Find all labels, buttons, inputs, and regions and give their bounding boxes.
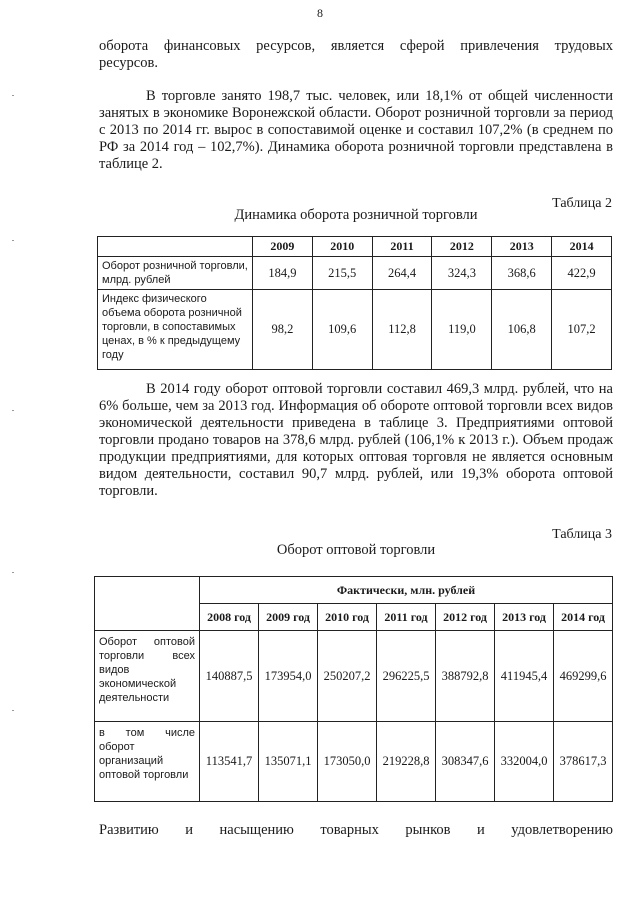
year-header: 2010 [312,237,372,257]
retail-turnover-table [97,236,612,370]
row-label: в том числе оборот организаций оптовой торговли [95,722,200,802]
year-header: 2009 [253,237,313,257]
table-cell: 411945,4 [495,631,554,722]
year-header: 2012 [432,237,492,257]
year-header: 2013 [492,237,552,257]
word: Развитию [99,822,159,838]
table-cell: 119,0 [432,290,492,370]
page-number: 8 [317,6,323,20]
year-header: 2008 год [200,604,259,631]
table-row [95,631,613,722]
scan-artifact [12,710,14,711]
year-header: 2009 год [259,604,318,631]
table-cell: 324,3 [432,257,492,290]
paragraph-continuation [99,38,613,72]
year-header: 2011 год [377,604,436,631]
table-cell: 106,8 [492,290,552,370]
word: удовлетворению [511,822,613,838]
scan-artifact [12,240,14,241]
table-cell: 219228,8 [377,722,436,802]
table3-title: Оборот оптовой торговли [276,542,436,558]
table2-title: Динамика оборота розничной торговли [234,207,478,223]
table-row [95,722,613,802]
row-label: Оборот оптовой торговли всех видов экономической деятельности [95,631,200,722]
scan-artifact [12,95,14,96]
year-header: 2013 год [495,604,554,631]
scan-artifact [12,572,14,573]
word: и [185,822,194,838]
scan-artifact [12,410,14,411]
table3-corner-cell [95,577,200,631]
table-cell: 422,9 [552,257,612,290]
table-cell: 469299,6 [554,631,613,722]
table3-label: Таблица 3 [552,527,612,542]
year-header: 2012 год [436,604,495,631]
row-label: Индекс физического объема оборота розничной торговли, в сопоставимых ценах, в % к предыдущему году [98,290,253,370]
word: насыщению [219,822,294,838]
table-cell: 98,2 [253,290,313,370]
group-header: Фактически, млн. рублей [200,577,613,604]
word: и [477,822,485,838]
table2-corner-cell [98,237,253,257]
paragraph-line: оборота финансовых ресурсов, является сферой привлечения трудовых [99,38,613,54]
table-cell: 173954,0 [259,631,318,722]
table-cell: 109,6 [312,290,372,370]
table-row [98,257,612,290]
table2-label: Таблица 2 [552,196,612,211]
word: товарных [320,822,379,838]
word: рынков [405,822,451,838]
table-cell: 107,2 [552,290,612,370]
table-cell: 332004,0 [495,722,554,802]
year-header: 2014 год [554,604,613,631]
table-cell: 173050,0 [318,722,377,802]
paragraph-wholesale: В 2014 году оборот оптовой торговли составил 469,3 млрд. рублей, что на 6% больше, чем за 2013 год. Информация об обороте оптовой торговли всех видов экономической деятельности приведена в таблице 3. Предприятиями оптовой торговли продано товаров на 378,6 млрд. рублей (106,1% к 2013 г.). Объем продаж продукции предприятиями, для которых оптовая торговля не является основным видом деятельности, составил 90,7 млрд. рублей, или 19,3% оборота оптовой торговли. [99,381,613,499]
table-cell: 113541,7 [200,722,259,802]
table-cell: 250207,2 [318,631,377,722]
table-cell: 368,6 [492,257,552,290]
table-cell: 140887,5 [200,631,259,722]
table-cell: 135071,1 [259,722,318,802]
table-cell: 378617,3 [554,722,613,802]
year-header: 2011 [372,237,432,257]
row-label: Оборот розничной торговли, млрд. рублей [98,257,253,290]
table-row [98,290,612,370]
table-cell: 264,4 [372,257,432,290]
table-cell: 215,5 [312,257,372,290]
table-cell: 308347,6 [436,722,495,802]
paragraph-line: ресурсов. [99,55,158,71]
year-header: 2014 [552,237,612,257]
table-cell: 112,8 [372,290,432,370]
paragraph-final-line [99,822,613,839]
table-cell: 388792,8 [436,631,495,722]
paragraph-employment: В торговле занято 198,7 тыс. человек, или 18,1% от общей численности занятых в экономике Воронежской области. Оборот розничной торговли за период с 2013 по 2014 гг. вырос в сопоставимой оценке и составил 107,2% (в среднем по РФ за 2014 год – 102,7%). Динамика оборота розничной торговли представлена в таблице 2. [99,88,613,172]
year-header: 2010 год [318,604,377,631]
wholesale-turnover-table [94,576,613,802]
table-cell: 184,9 [253,257,313,290]
table-cell: 296225,5 [377,631,436,722]
